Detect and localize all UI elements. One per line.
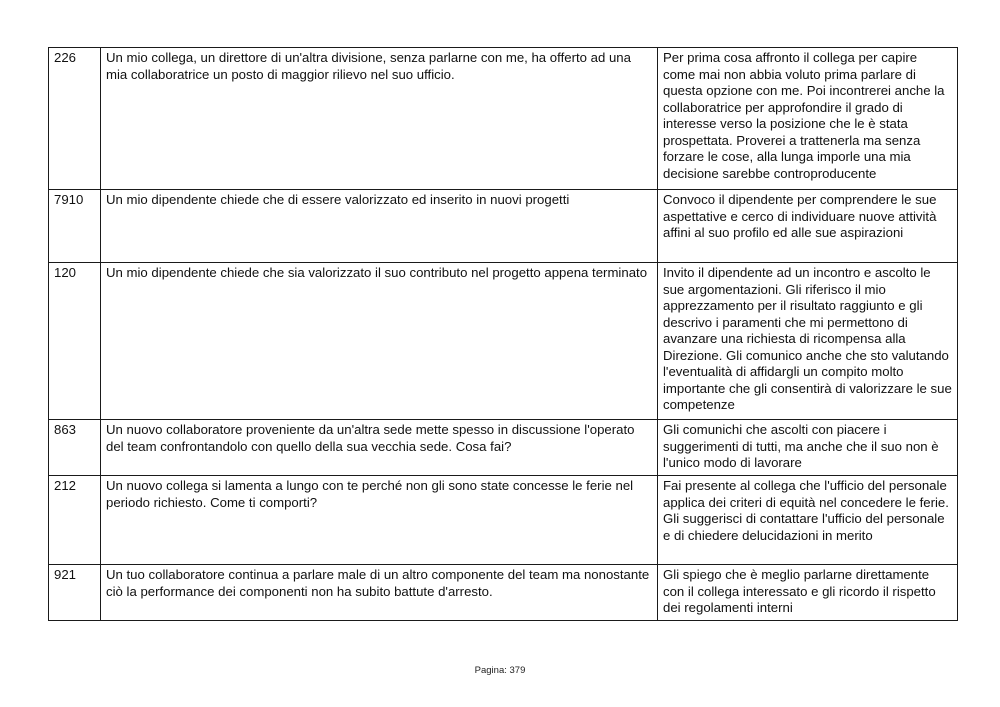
answer-text: Invito il dipendente ad un incontro e ascolto le sue argomentazioni. Gli riferisco il mio apprezzamento per il risultato raggiunto e gli descrivo i paramenti che mi permettono di avanzare una richiesta di ricompensa alla Direzione. Gli comunico anche che sto valutando l'eventualità di affidargli un compito molto importante che gli consentirà di valorizzare le sue competenze	[658, 263, 958, 420]
question-text: Un mio dipendente chiede che di essere valorizzato ed inserito in nuovi progetti	[101, 190, 658, 263]
answer-text: Gli spiego che è meglio parlarne direttamente con il collega interessato e gli ricordo il rispetto dei regolamenti interni	[658, 565, 958, 621]
question-text: Un mio dipendente chiede che sia valorizzato il suo contributo nel progetto appena terminato	[101, 263, 658, 420]
table-row	[49, 420, 958, 476]
table-row	[49, 48, 958, 190]
answer-text: Per prima cosa affronto il collega per capire come mai non abbia voluto prima parlare di questa opzione con me. Poi incontrerei anche la collaboratrice per approfondire il grado di interesse verso la posizione che le è stata prospettata. Proverei a trattenerla ma senza forzare le cose, alla lunga imporle una mia decisione sarebbe controproducente	[658, 48, 958, 190]
question-table	[48, 47, 958, 621]
table-row	[49, 565, 958, 621]
question-text: Un nuovo collaboratore proveniente da un'altra sede mette spesso in discussione l'operato del team confrontandolo con quello della sua vecchia sede. Cosa fai?	[101, 420, 658, 476]
table-row	[49, 263, 958, 420]
question-id: 7910	[49, 190, 101, 263]
question-id: 120	[49, 263, 101, 420]
question-id: 921	[49, 565, 101, 621]
answer-text: Gli comunichi che ascolti con piacere i suggerimenti di tutti, ma anche che il suo non è l'unico modo di lavorare	[658, 420, 958, 476]
question-text: Un mio collega, un direttore di un'altra divisione, senza parlarne con me, ha offerto ad una mia collaboratrice un posto di maggior rilievo nel suo ufficio.	[101, 48, 658, 190]
table-row	[49, 476, 958, 565]
page-number: Pagina: 379	[474, 665, 526, 676]
table-row	[49, 190, 958, 263]
question-id: 212	[49, 476, 101, 565]
question-id: 226	[49, 48, 101, 190]
question-id: 863	[49, 420, 101, 476]
question-text: Un tuo collaboratore continua a parlare male di un altro componente del team ma nonostante ciò la performance dei componenti non ha subito battute d'arresto.	[101, 565, 658, 621]
answer-text: Convoco il dipendente per comprendere le sue aspettative e cerco di individuare nuove attività affini al suo profilo ed alle sue aspirazioni	[658, 190, 958, 263]
question-text: Un nuovo collega si lamenta a lungo con te perché non gli sono state concesse le ferie nel periodo richiesto. Come ti comporti?	[101, 476, 658, 565]
answer-text: Fai presente al collega che l'ufficio del personale applica dei criteri di equità nel concedere le ferie. Gli suggerisci di contattare l'ufficio del personale e di chiedere delucidazioni in merito	[658, 476, 958, 565]
